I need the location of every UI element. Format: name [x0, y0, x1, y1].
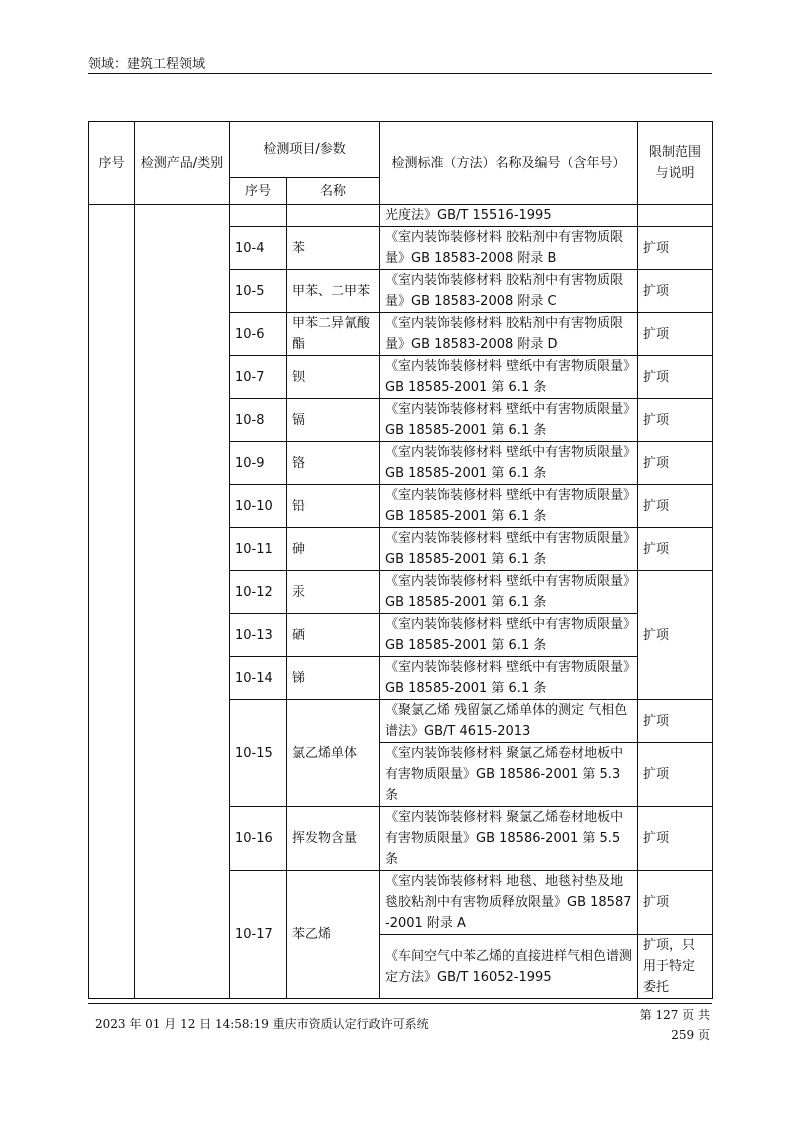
- row-no: 10-10: [230, 485, 287, 528]
- row-no: 10-11: [230, 528, 287, 571]
- row-standard: 《室内装饰装修材料 地毯、地毯衬垫及地毯胶粘剂中有害物质释放限量》GB 18587-2001 附录 A: [380, 871, 638, 935]
- seq-cell-empty: [89, 205, 135, 999]
- row-no: 10-4: [230, 227, 287, 270]
- row-limit: 扩项: [638, 270, 713, 313]
- row-no: 10-9: [230, 442, 287, 485]
- row-no: 10-6: [230, 313, 287, 356]
- row-limit: 扩项: [638, 871, 713, 935]
- row-limit: 扩项: [638, 528, 713, 571]
- header-seq: 序号: [89, 122, 135, 205]
- row-standard: 《室内装饰装修材料 胶粘剂中有害物质限量》GB 18583-2008 附录 D: [380, 313, 638, 356]
- row-standard: 《室内装饰装修材料 壁纸中有害物质限量》GB 18585-2001 第 6.1 条: [380, 485, 638, 528]
- row-name: 挥发物含量: [287, 807, 380, 871]
- row-name: 汞: [287, 571, 380, 614]
- row-standard: 《室内装饰装修材料 壁纸中有害物质限量》GB 18585-2001 第 6.1 条: [380, 356, 638, 399]
- continuation-no-empty: [230, 205, 287, 227]
- row-limit: 扩项: [638, 700, 713, 743]
- row-limit: 扩项: [638, 227, 713, 270]
- row-standard: 《室内装饰装修材料 壁纸中有害物质限量》GB 18585-2001 第 6.1 条: [380, 614, 638, 657]
- standards-table: [88, 121, 713, 999]
- product-cell-empty: [135, 205, 230, 999]
- header-limit: 限制范围与说明: [638, 122, 713, 205]
- row-standard: 《聚氯乙烯 残留氯乙烯单体的测定 气相色谱法》GB/T 4615-2013: [380, 700, 638, 743]
- row-limit: 扩项: [638, 442, 713, 485]
- row-no: 10-12: [230, 571, 287, 614]
- row-name: 铬: [287, 442, 380, 485]
- row-no: 10-17: [230, 871, 287, 999]
- row-limit: 扩项，只用于特定委托: [638, 935, 713, 999]
- row-name: 镉: [287, 399, 380, 442]
- row-standard: 《车间空气中苯乙烯的直接进样气相色谱测定方法》GB/T 16052-1995: [380, 935, 638, 999]
- row-no: 10-13: [230, 614, 287, 657]
- row-standard: 《室内装饰装修材料 壁纸中有害物质限量》GB 18585-2001 第 6.1 条: [380, 571, 638, 614]
- row-no: 10-15: [230, 700, 287, 807]
- row-no: 10-14: [230, 657, 287, 700]
- header-rule: [88, 73, 712, 74]
- row-no: 10-5: [230, 270, 287, 313]
- row-standard: 《室内装饰装修材料 聚氯乙烯卷材地板中有害物质限量》GB 18586-2001 第 5.5 条: [380, 807, 638, 871]
- row-name: 锑: [287, 657, 380, 700]
- row-standard: 《室内装饰装修材料 聚氯乙烯卷材地板中有害物质限量》GB 18586-2001 第 5.3 条: [380, 743, 638, 807]
- row-no: 10-8: [230, 399, 287, 442]
- row-name: 砷: [287, 528, 380, 571]
- row-name: 甲苯、二甲苯: [287, 270, 380, 313]
- row-limit-merged: 扩项: [638, 571, 713, 700]
- continuation-name-empty: [287, 205, 380, 227]
- row-limit: 扩项: [638, 807, 713, 871]
- footer-timestamp: 2023 年 01 月 12 日 14:58:19 重庆市资质认定行政许可系统: [95, 1017, 429, 1031]
- row-name: 铅: [287, 485, 380, 528]
- row-standard: 《室内装饰装修材料 胶粘剂中有害物质限量》GB 18583-2008 附录 B: [380, 227, 638, 270]
- header-sub-seq: 序号: [230, 178, 287, 205]
- continuation-standard: 光度法》GB/T 15516-1995: [380, 205, 638, 227]
- row-name: 苯乙烯: [287, 871, 380, 999]
- row-standard: 《室内装饰装修材料 壁纸中有害物质限量》GB 18585-2001 第 6.1 条: [380, 528, 638, 571]
- header-sub-name: 名称: [287, 178, 380, 205]
- row-standard: 《室内装饰装修材料 胶粘剂中有害物质限量》GB 18583-2008 附录 C: [380, 270, 638, 313]
- row-limit: 扩项: [638, 313, 713, 356]
- row-limit: 扩项: [638, 356, 713, 399]
- row-standard: 《室内装饰装修材料 壁纸中有害物质限量》GB 18585-2001 第 6.1 条: [380, 657, 638, 700]
- row-standard: 《室内装饰装修材料 壁纸中有害物质限量》GB 18585-2001 第 6.1 条: [380, 399, 638, 442]
- header-product: 检测产品/类别: [135, 122, 230, 205]
- row-no: 10-7: [230, 356, 287, 399]
- row-standard: 《室内装饰装修材料 壁纸中有害物质限量》GB 18585-2001 第 6.1 条: [380, 442, 638, 485]
- header-standard: 检测标准（方法）名称及编号（含年号）: [380, 122, 638, 205]
- row-limit: 扩项: [638, 485, 713, 528]
- row-no: 10-16: [230, 807, 287, 871]
- row-name: 氯乙烯单体: [287, 700, 380, 807]
- continuation-limit-empty: [638, 205, 713, 227]
- footer-rule: [88, 1003, 712, 1004]
- row-limit: 扩项: [638, 399, 713, 442]
- row-name: 钡: [287, 356, 380, 399]
- footer-page-number: 第 127 页 共 259 页: [639, 1008, 710, 1042]
- row-limit: 扩项: [638, 743, 713, 807]
- header-domain: 领域：建筑工程领域: [88, 57, 206, 72]
- row-name: 甲苯二异氰酸酯: [287, 313, 380, 356]
- header-item-param: 检测项目/参数: [230, 122, 380, 178]
- row-name: 硒: [287, 614, 380, 657]
- row-name: 苯: [287, 227, 380, 270]
